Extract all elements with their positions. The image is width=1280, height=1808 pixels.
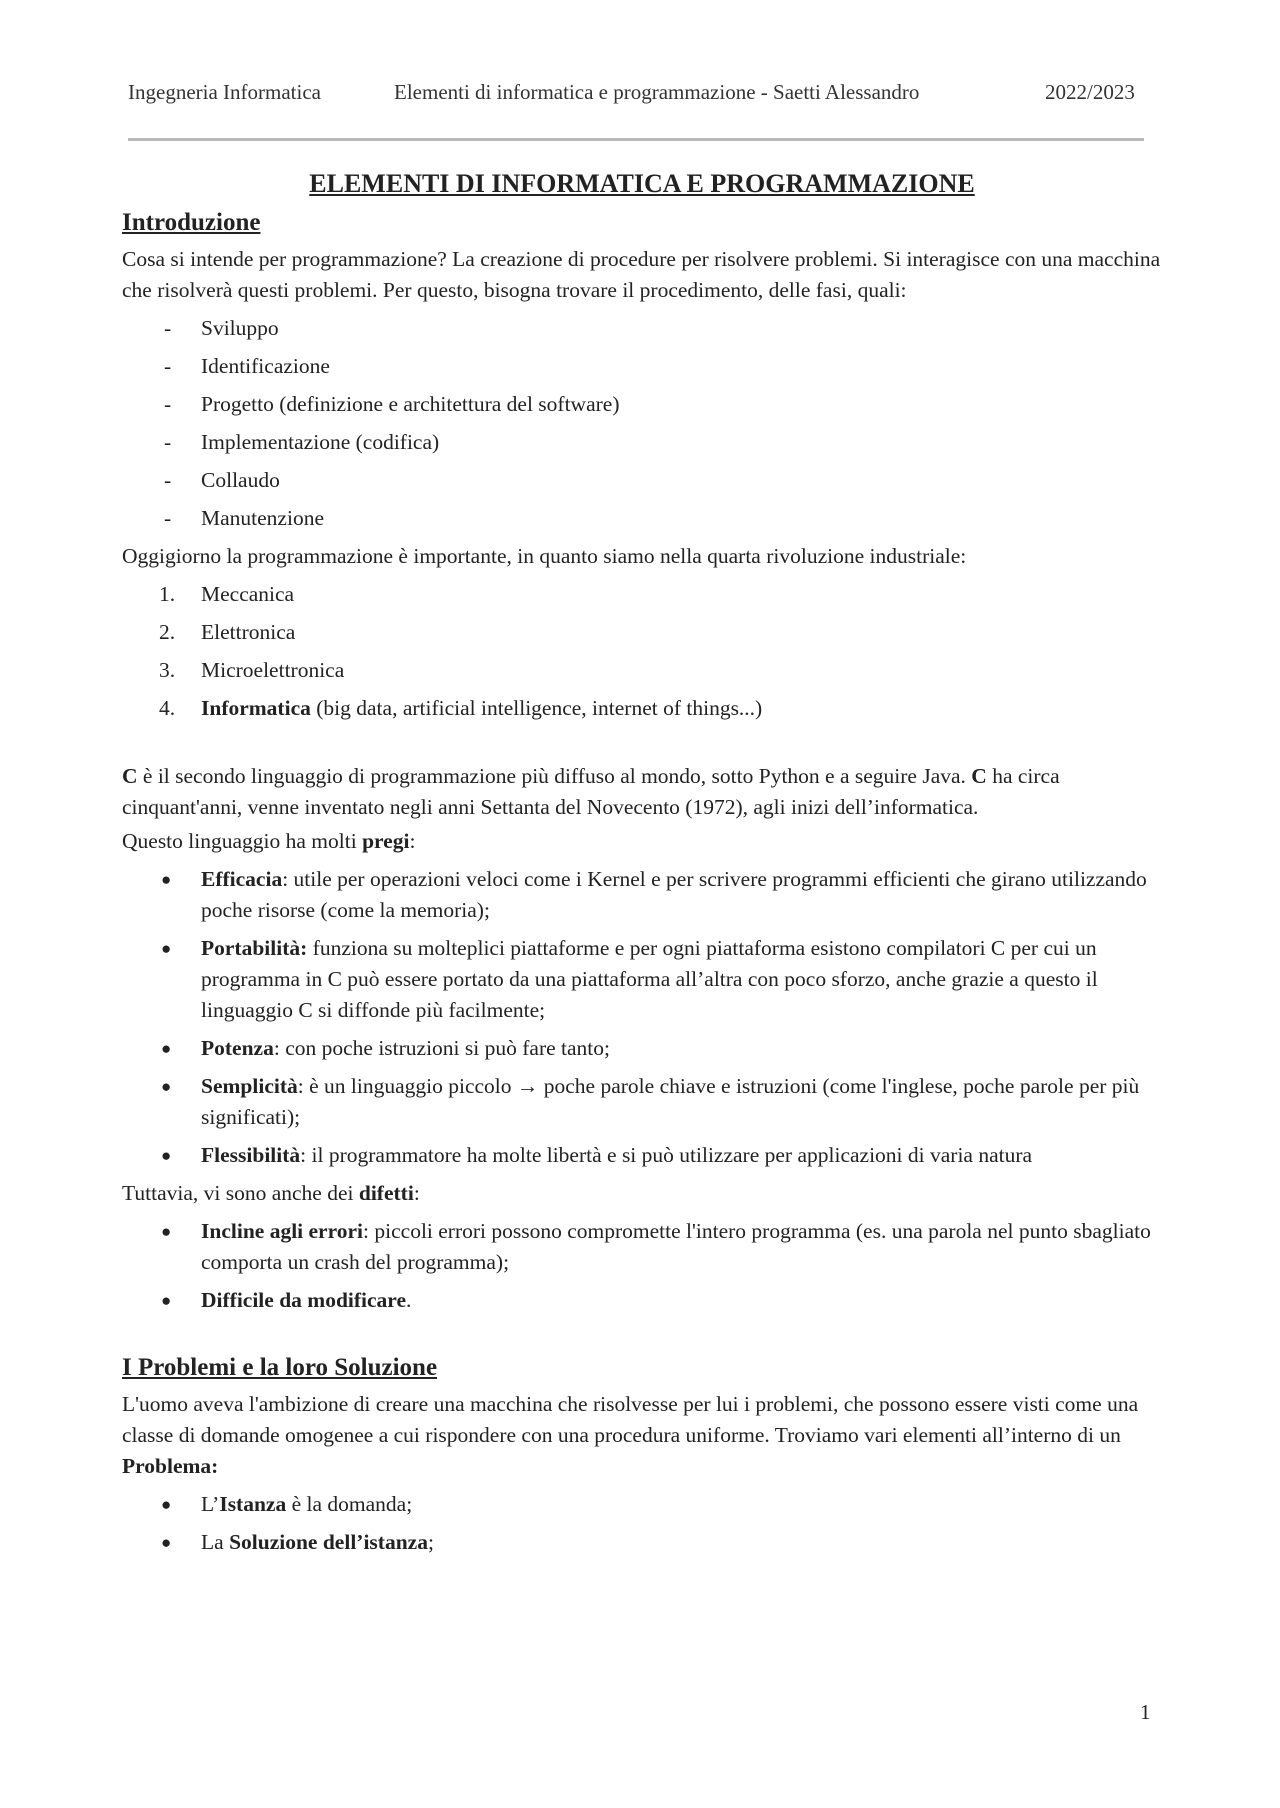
bullet-marker: ● (161, 939, 172, 958)
header-divider (128, 138, 1144, 141)
list-item-text: Collaudo (201, 468, 280, 492)
list-item-text: Progetto (definizione e architettura del software) (201, 392, 620, 416)
list-item (122, 313, 1162, 344)
list-item-text: : con poche istruzioni si può fare tanto; (273, 1036, 610, 1060)
revolution-paragraph: Oggigiorno la programmazione è importante, in quanto siamo nella quarta rivoluzione industriale: (122, 544, 967, 568)
bold-text: C (971, 764, 987, 788)
dash-marker: - (164, 354, 172, 378)
list-item (122, 933, 1162, 1026)
list-item-text: L’ (201, 1492, 220, 1516)
list-item-text: : è un linguaggio piccolo → poche parole chiave e istruzioni (come l'inglese, poche parole per più significati); (201, 1074, 1140, 1129)
bullet-marker: ● (161, 1077, 172, 1096)
list-item (122, 655, 1162, 686)
dash-marker: - (164, 392, 172, 416)
spacer (122, 731, 1162, 761)
list-item-text: : utile per operazioni veloci come i Kernel e per scrivere programmi efficienti che girano utilizzando poche risorse (come la memoria); (201, 867, 1147, 922)
paragraph-text: Questo linguaggio ha molti (122, 829, 363, 853)
list-item-bold: Potenza (201, 1036, 274, 1060)
list-item-text: : piccoli errori possono compromette l'intero programma (es. una parola nel punto sbagliato comporta un crash del programma); (201, 1219, 1151, 1274)
list-item-text: ; (427, 1530, 434, 1554)
list-item-text: Manutenzione (201, 506, 324, 530)
list-item (122, 1071, 1162, 1133)
list-item (122, 1033, 1162, 1064)
list-item-text: Elettronica (201, 620, 296, 644)
difetti-list (122, 1216, 1162, 1316)
list-item-bold: Semplicità (201, 1074, 298, 1098)
number-marker: 3. (159, 658, 176, 682)
number-marker: 4. (159, 696, 176, 720)
paragraph-text: : (413, 1181, 420, 1205)
list-item-text: funziona su molteplici piattaforme e per ogni piattaforma esistono compilatori C per cui un programma in C può essere portato da una piattaforma all’altra con poco sforzo, anche grazie a questo il linguaggio C si diffonde più facilmente; (201, 936, 1098, 1022)
problemi-list (122, 1489, 1162, 1558)
paragraph-text: L'uomo aveva l'ambizione di creare una macchina che risolvesse per lui i problemi, che possono essere visti come una classe di domande omogenee a cui rispondere con una procedura uniforme. Troviamo vari elementi all’interno di un (122, 1392, 1139, 1447)
list-item-text: : il programmatore ha molte libertà e si può utilizzare per applicazioni di varia natura (300, 1143, 1033, 1167)
pregi-intro (122, 826, 1162, 857)
paragraph-text: ha circa cinquant'anni, venne inventato negli anni Settanta del Novecento (1972), agli inizi dell’informatica. (122, 764, 1060, 819)
list-item (122, 1285, 1162, 1316)
problemi-paragraph (122, 1389, 1162, 1482)
list-item-bold: Istanza (219, 1492, 287, 1516)
header-course: Ingegneria Informatica (128, 80, 321, 104)
list-item-text: . (406, 1288, 412, 1312)
paragraph-text: : (409, 829, 416, 853)
number-marker: 1. (159, 582, 176, 606)
paragraph-text: Tuttavia, vi sono anche dei (122, 1181, 359, 1205)
list-item-bold: Efficacia (201, 867, 283, 891)
bold-text: C (122, 764, 138, 788)
c-language-paragraph (122, 761, 1162, 823)
difetti-intro (122, 1178, 1162, 1209)
intro-paragraph: Cosa si intende per programmazione? La creazione di procedure per risolvere problemi. Si interagisce con una macchina che risolverà questi problemi. Per questo, bisogna trovare il procedimento, delle fasi, quali: (122, 247, 1161, 302)
number-marker: 2. (159, 620, 176, 644)
bullet-marker: ● (161, 870, 172, 889)
list-item-bold: Flessibilità (201, 1143, 301, 1167)
list-item (122, 503, 1162, 534)
revolutions-list (122, 579, 1162, 724)
header-subject: Elementi di informatica e programmazione - Saetti Alessandro (394, 80, 920, 104)
list-item (122, 427, 1162, 458)
list-item-bold: Soluzione dell’istanza (229, 1530, 428, 1554)
list-item (122, 579, 1162, 610)
list-item (122, 617, 1162, 648)
list-item-text: Sviluppo (201, 316, 279, 340)
bold-text: pregi (362, 829, 410, 853)
list-item-bold: Difficile da modificare (201, 1288, 406, 1312)
dash-marker: - (164, 468, 172, 492)
pregi-list (122, 864, 1162, 1171)
list-item (122, 465, 1162, 496)
list-item-text: Identificazione (201, 354, 330, 378)
section-heading-problemi: I Problemi e la loro Soluzione (122, 1354, 438, 1381)
list-item (122, 389, 1162, 420)
list-item (122, 693, 1162, 724)
document-title: ELEMENTI DI INFORMATICA E PROGRAMMAZIONE (309, 169, 975, 198)
bullet-marker: ● (161, 1222, 172, 1241)
dash-marker: - (164, 430, 172, 454)
list-item-text: Microelettronica (201, 658, 345, 682)
bold-text: difetti (358, 1181, 414, 1205)
dash-marker: - (164, 316, 172, 340)
section-heading-introduzione: Introduzione (122, 209, 261, 236)
dash-marker: - (164, 506, 172, 530)
bullet-marker: ● (161, 1039, 172, 1058)
paragraph-text: è il secondo linguaggio di programmazione più diffuso al mondo, sotto Python e a seguire Java. (137, 764, 972, 788)
list-item-text: Meccanica (201, 582, 295, 606)
list-item-text: (big data, artificial intelligence, internet of things...) (310, 696, 763, 720)
header-year: 2022/2023 (1045, 80, 1135, 104)
bold-text: Problema: (122, 1454, 219, 1478)
bullet-marker: ● (161, 1495, 172, 1514)
bullet-marker: ● (161, 1533, 172, 1552)
list-item (122, 1140, 1162, 1171)
list-item (122, 1216, 1162, 1278)
list-item (122, 864, 1162, 926)
spacer (122, 1323, 1162, 1351)
list-item-text: è la domanda; (286, 1492, 413, 1516)
list-item (122, 1489, 1162, 1520)
list-item-bold: Portabilità: (201, 936, 308, 960)
page-number: 1 (1140, 1700, 1151, 1724)
list-item (122, 1527, 1162, 1558)
list-item-text: Implementazione (codifica) (201, 430, 440, 454)
bullet-marker: ● (161, 1291, 172, 1310)
list-item-bold: Incline agli errori (201, 1219, 364, 1243)
phases-list (122, 313, 1162, 534)
bullet-marker: ● (161, 1146, 172, 1165)
document-body (122, 166, 1162, 1565)
list-item-text: La (201, 1530, 230, 1554)
list-item (122, 351, 1162, 382)
list-item-bold: Informatica (201, 696, 311, 720)
